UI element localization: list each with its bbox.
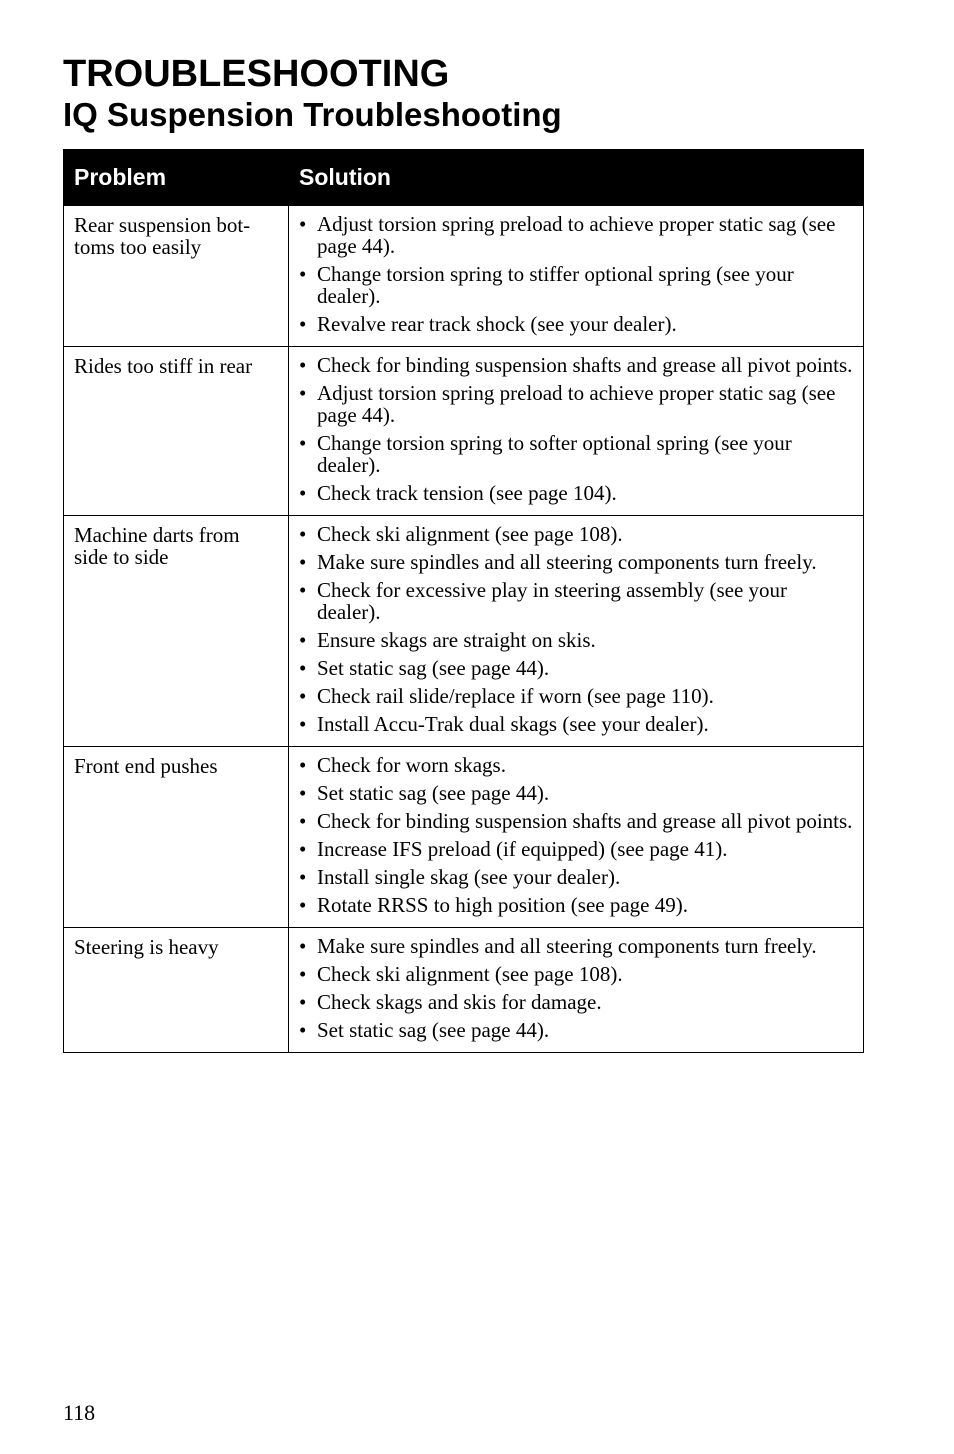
solution-item: • Set static sag (see page 44). <box>299 1019 855 1041</box>
solution-list <box>299 935 855 1041</box>
solution-cell <box>289 747 864 928</box>
troubleshooting-table <box>63 149 864 1053</box>
table-row <box>64 516 864 747</box>
solution-list <box>299 213 855 335</box>
problem-cell: Rides too stiff in rear <box>64 347 289 516</box>
column-header-solution: Solution <box>289 150 864 206</box>
solution-item: • Make sure spindles and all steering components turn freely. <box>299 935 855 957</box>
solution-item: • Revalve rear track shock (see your dealer). <box>299 313 855 335</box>
table-row <box>64 206 864 347</box>
solution-item: • Check rail slide/replace if worn (see page 110). <box>299 685 855 707</box>
solution-item: • Check for worn skags. <box>299 754 855 776</box>
solution-item: • Increase IFS preload (if equipped) (see page 41). <box>299 838 855 860</box>
problem-cell: Machine darts from side to side <box>64 516 289 747</box>
solution-item: • Adjust torsion spring preload to achieve proper static sag (see page 44). <box>299 213 855 257</box>
solution-item: • Check track tension (see page 104). <box>299 482 855 504</box>
solution-list <box>299 754 855 916</box>
solution-item: • Check ski alignment (see page 108). <box>299 963 855 985</box>
solution-item: • Set static sag (see page 44). <box>299 657 855 679</box>
solution-item: • Adjust torsion spring preload to achieve proper static sag (see page 44). <box>299 382 855 426</box>
solution-item: • Change torsion spring to softer optional spring (see your dealer). <box>299 432 855 476</box>
solution-item: • Check for binding suspension shafts and grease all pivot points. <box>299 354 855 376</box>
solution-item: • Check skags and skis for damage. <box>299 991 855 1013</box>
solution-cell <box>289 928 864 1053</box>
page-title: TROUBLESHOOTING <box>63 53 450 95</box>
table-header-row <box>64 150 864 206</box>
table-row <box>64 347 864 516</box>
column-header-problem: Problem <box>64 150 289 206</box>
solution-item: • Make sure spindles and all steering components turn freely. <box>299 551 855 573</box>
solution-item: • Change torsion spring to stiffer optional spring (see your dealer). <box>299 263 855 307</box>
solution-item: • Rotate RRSS to high position (see page 49). <box>299 894 855 916</box>
page-number: 118 <box>63 1400 96 1425</box>
table-row <box>64 928 864 1053</box>
solution-item: • Set static sag (see page 44). <box>299 782 855 804</box>
solution-cell <box>289 516 864 747</box>
solution-item: • Check for excessive play in steering assembly (see your dealer). <box>299 579 855 623</box>
problem-cell: Front end pushes <box>64 747 289 928</box>
solution-cell <box>289 206 864 347</box>
problem-cell: Rear suspension bot-toms too easily <box>64 206 289 347</box>
solution-cell <box>289 347 864 516</box>
solution-item: • Check for binding suspension shafts and grease all pivot points. <box>299 810 855 832</box>
solution-item: • Ensure skags are straight on skis. <box>299 629 855 651</box>
solution-item: • Install single skag (see your dealer). <box>299 866 855 888</box>
solution-list <box>299 354 855 504</box>
section-subtitle: IQ Suspension Troubleshooting <box>63 96 562 133</box>
solution-item: • Check ski alignment (see page 108). <box>299 523 855 545</box>
problem-cell: Steering is heavy <box>64 928 289 1053</box>
solution-item: • Install Accu-Trak dual skags (see your dealer). <box>299 713 855 735</box>
table-row <box>64 747 864 928</box>
solution-list <box>299 523 855 735</box>
